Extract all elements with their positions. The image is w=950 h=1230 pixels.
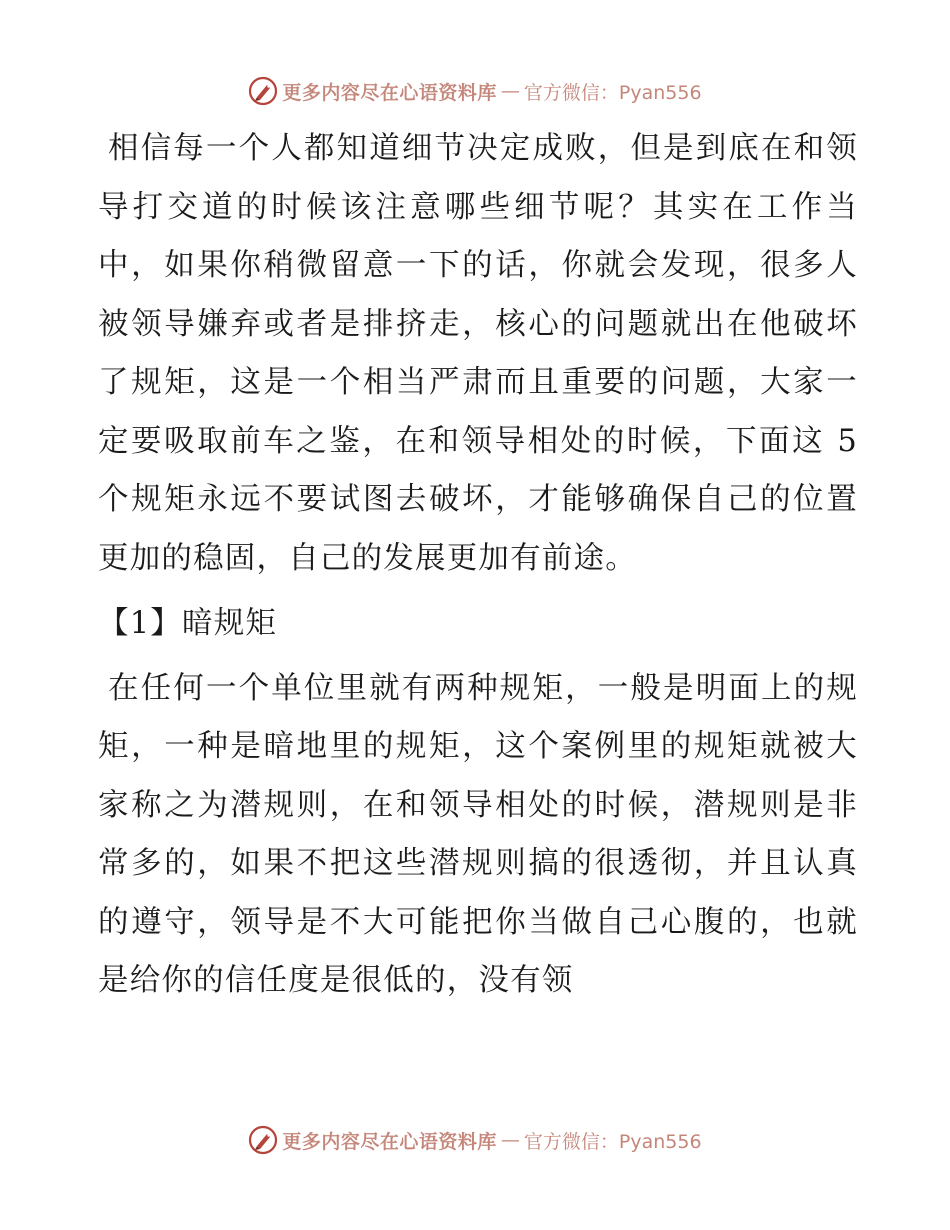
footer-wechat-text: 官方微信：Pyan556 bbox=[523, 1130, 702, 1153]
footer-dash: — bbox=[500, 1129, 520, 1151]
fountain-pen-logo-icon bbox=[248, 76, 278, 106]
document-body bbox=[98, 120, 858, 1011]
paragraph-intro: 相信每一个人都知道细节决定成败，但是到底在和领导打交道的时候该注意哪些细节呢？其实在工作当中，如果你稍微留意一下的话，你就会发现，很多人被领导嫌弃或者是排挤走，核心的问题就出在他破坏了规矩，这是一个相当严肃而且重要的问题，大家一定要吸取前车之鉴，在和领导相处的时候，下面这 5 个规矩永远不要试图去破坏，才能够确保自己的位置更加的稳固，自己的发展更加有前途。 bbox=[98, 131, 858, 576]
header-wechat-text: 官方微信：Pyan556 bbox=[523, 81, 702, 104]
header-banner bbox=[0, 71, 950, 111]
paragraph-section-1: 在任何一个单位里就有两种规矩，一般是明面上的规矩，一种是暗地里的规矩，这个案例里的规矩就被大家称之为潜规则，在和领导相处的时候，潜规则是非常多的，如果不把这些潜规则搞的很透彻，并且认真的遵守，领导是不大可能把你当做自己心腹的，也就是给你的信任度是很低的，没有领 bbox=[98, 670, 858, 998]
fountain-pen-logo-icon bbox=[248, 1125, 278, 1155]
section-heading-1: 【1】暗规矩 bbox=[98, 606, 278, 641]
footer-site-text: 更多内容尽在心语资料库 bbox=[282, 1130, 497, 1153]
footer-banner bbox=[0, 1120, 950, 1160]
header-site-text: 更多内容尽在心语资料库 bbox=[282, 81, 497, 104]
header-dash: — bbox=[500, 80, 520, 102]
